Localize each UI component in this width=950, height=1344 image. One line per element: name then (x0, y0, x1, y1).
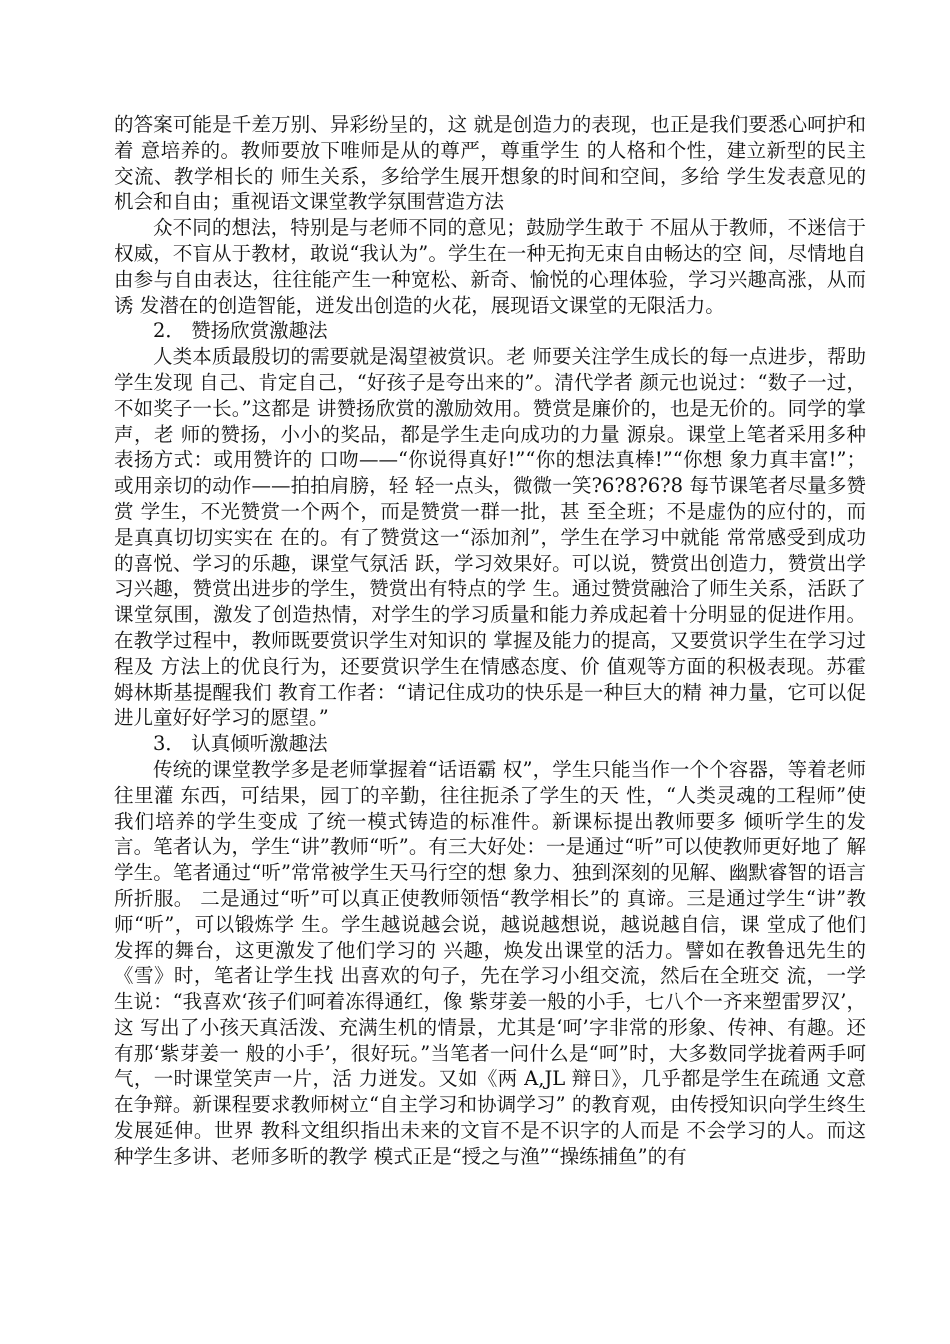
document-body (114, 112, 866, 1170)
paragraph-praise-method: 人类本质最殷切的需要就是渴望被赏识。老 师要关注学生成长的每一点进步，帮助学生发现 自己、肯定自己，“好孩子是夸出来的”。清代学者 颜元也说过：“数子一过，不如奖子一长。”这都是 讲赞扬欣赏的激励效用。赞赏是廉价的，也是无价的。同学的掌声，老 师的赞扬，小小的奖品，都是学生走向成功的力量 源泉。课堂上笔者采用多种表扬方式：或用赞许的 口吻——“你说得真好!”“你的想法真棒!”“你想 象力真丰富!”；或用亲切的动作——拍拍肩膀，轻 轻一点头，微微一笑?6?8?6?8 每节课笔者尽量多赞赏 学生，不光赞赏一个两个，而是赞赏一群一批，甚 至全班；不是虚伪的应付的，而是真真切切实实在 在的。有了赞赏这一“添加剂”，学生在学习中就能 常常感受到成功的喜悦、学习的乐趣，课堂气氛活 跃，学习效果好。可以说，赞赏出创造力，赞赏出学 习兴趣，赞赏出进步的学生，赞赏出有特点的学 生。通过赞赏融洽了师生关系，活跃了课堂氛围，激发了创造热情，对学生的学习质量和能力养成起着十分明显的促进作用。 在教学过程中，教师既要赏识学生对知识的 掌握及能力的提高，又要赏识学生在学习过程及 方法上的优良行为，还要赏识学生在情感态度、价 值观等方面的积极表现。苏霍姆林斯基提醒我们 教育工作者：“请记住成功的快乐是一种巨大的精 神力量，它可以促进儿童好好学习的愿望。” (114, 345, 866, 730)
paragraph-encourage-different-ideas: 众不同的想法，特别是与老师不同的意见；鼓励学生敢于 不屈从于教师，不迷信于权威，不盲从于教材，敢说“我认为”。学生在一种无拘无束自由畅达的空 间，尽情地自由参与自由表达，往往能产生一种宽松、新奇、愉悦的心理体验，学习兴趣高涨，从而诱 发潜在的创造智能，迸发出创造的火花，展现语文课堂的无限活力。 (114, 216, 866, 317)
paragraph-intro-continued: 的答案可能是千差万别、异彩纷呈的，这 就是创造力的表现，也正是我们要悉心呵护和着 意培养的。教师要放下唯师是从的尊严，尊重学生 的人格和个性，建立新型的民主交流、教学相长的 师生关系，多给学生展开想象的时间和空间，多给 学生发表意见的机会和自由；重视语文课堂教学氛围营造方法 (114, 113, 866, 214)
section-heading-praise-method: 2． 赞扬欣赏激趣法 (153, 319, 328, 343)
section-heading-listening-method: 3． 认真倾听激趣法 (153, 732, 328, 756)
paragraph-listening-method: 传统的课堂教学多是老师掌握着“话语霸 权”，学生只能当作一个个容器，等着老师往里灌 东西，可结果，园丁的辛勤，往往扼杀了学生的天 性，“人类灵魂的工程师”使我们培养的学生变成 了统一模式铸造的标准件。新课标提出教师要多 倾听学生的发言。笔者认为，学生“讲”教师“听”。有三大好处：一是通过“听”可以使教师更好地了 解学生。笔者通过“听”常常被学生天马行空的想 象力、独到深刻的见解、幽默睿智的语言所折服。 二是通过“听”可以真正使教师领悟“教学相长”的 真谛。三是通过学生“讲”教师“听”，可以锻炼学 生。学生越说越会说，越说越想说，越说越自信，课 堂成了他们发挥的舞台，这更激发了他们学习的 兴趣，焕发出课堂的活力。譬如在教鲁迅先生的《雪》时，笔者让学生找 出喜欢的句子，先在学习小组交流，然后在全班交 流，一学生说：“我喜欢‘孩子们呵着冻得通红，像 紫芽姜一般的小手，七八个一齐来塑雷罗汉’，这 写出了小孩天真活泼、充满生机的情景，尤其是‘呵’字非常的形象、传神、有趣。还有那‘紫芽姜一 般的小手’，很好玩。”当笔者一问什么是“呵”时，大多数同学拢着两手呵气，一时课堂笑声一片，活 力迸发。又如《两 A,JL 辩日》，几乎都是学生在疏通 文意在争辩。新课程要求教师树立“自主学习和协调学习” 的教育观，由传授知识向学生终生发展延伸。世界 教科文组织指出未来的文盲不是不识字的人而是 不会学习的人。而这种学生多讲、老师多昕的教学 模式正是“授之与渔”“操练捕鱼”的有 (114, 757, 866, 1168)
